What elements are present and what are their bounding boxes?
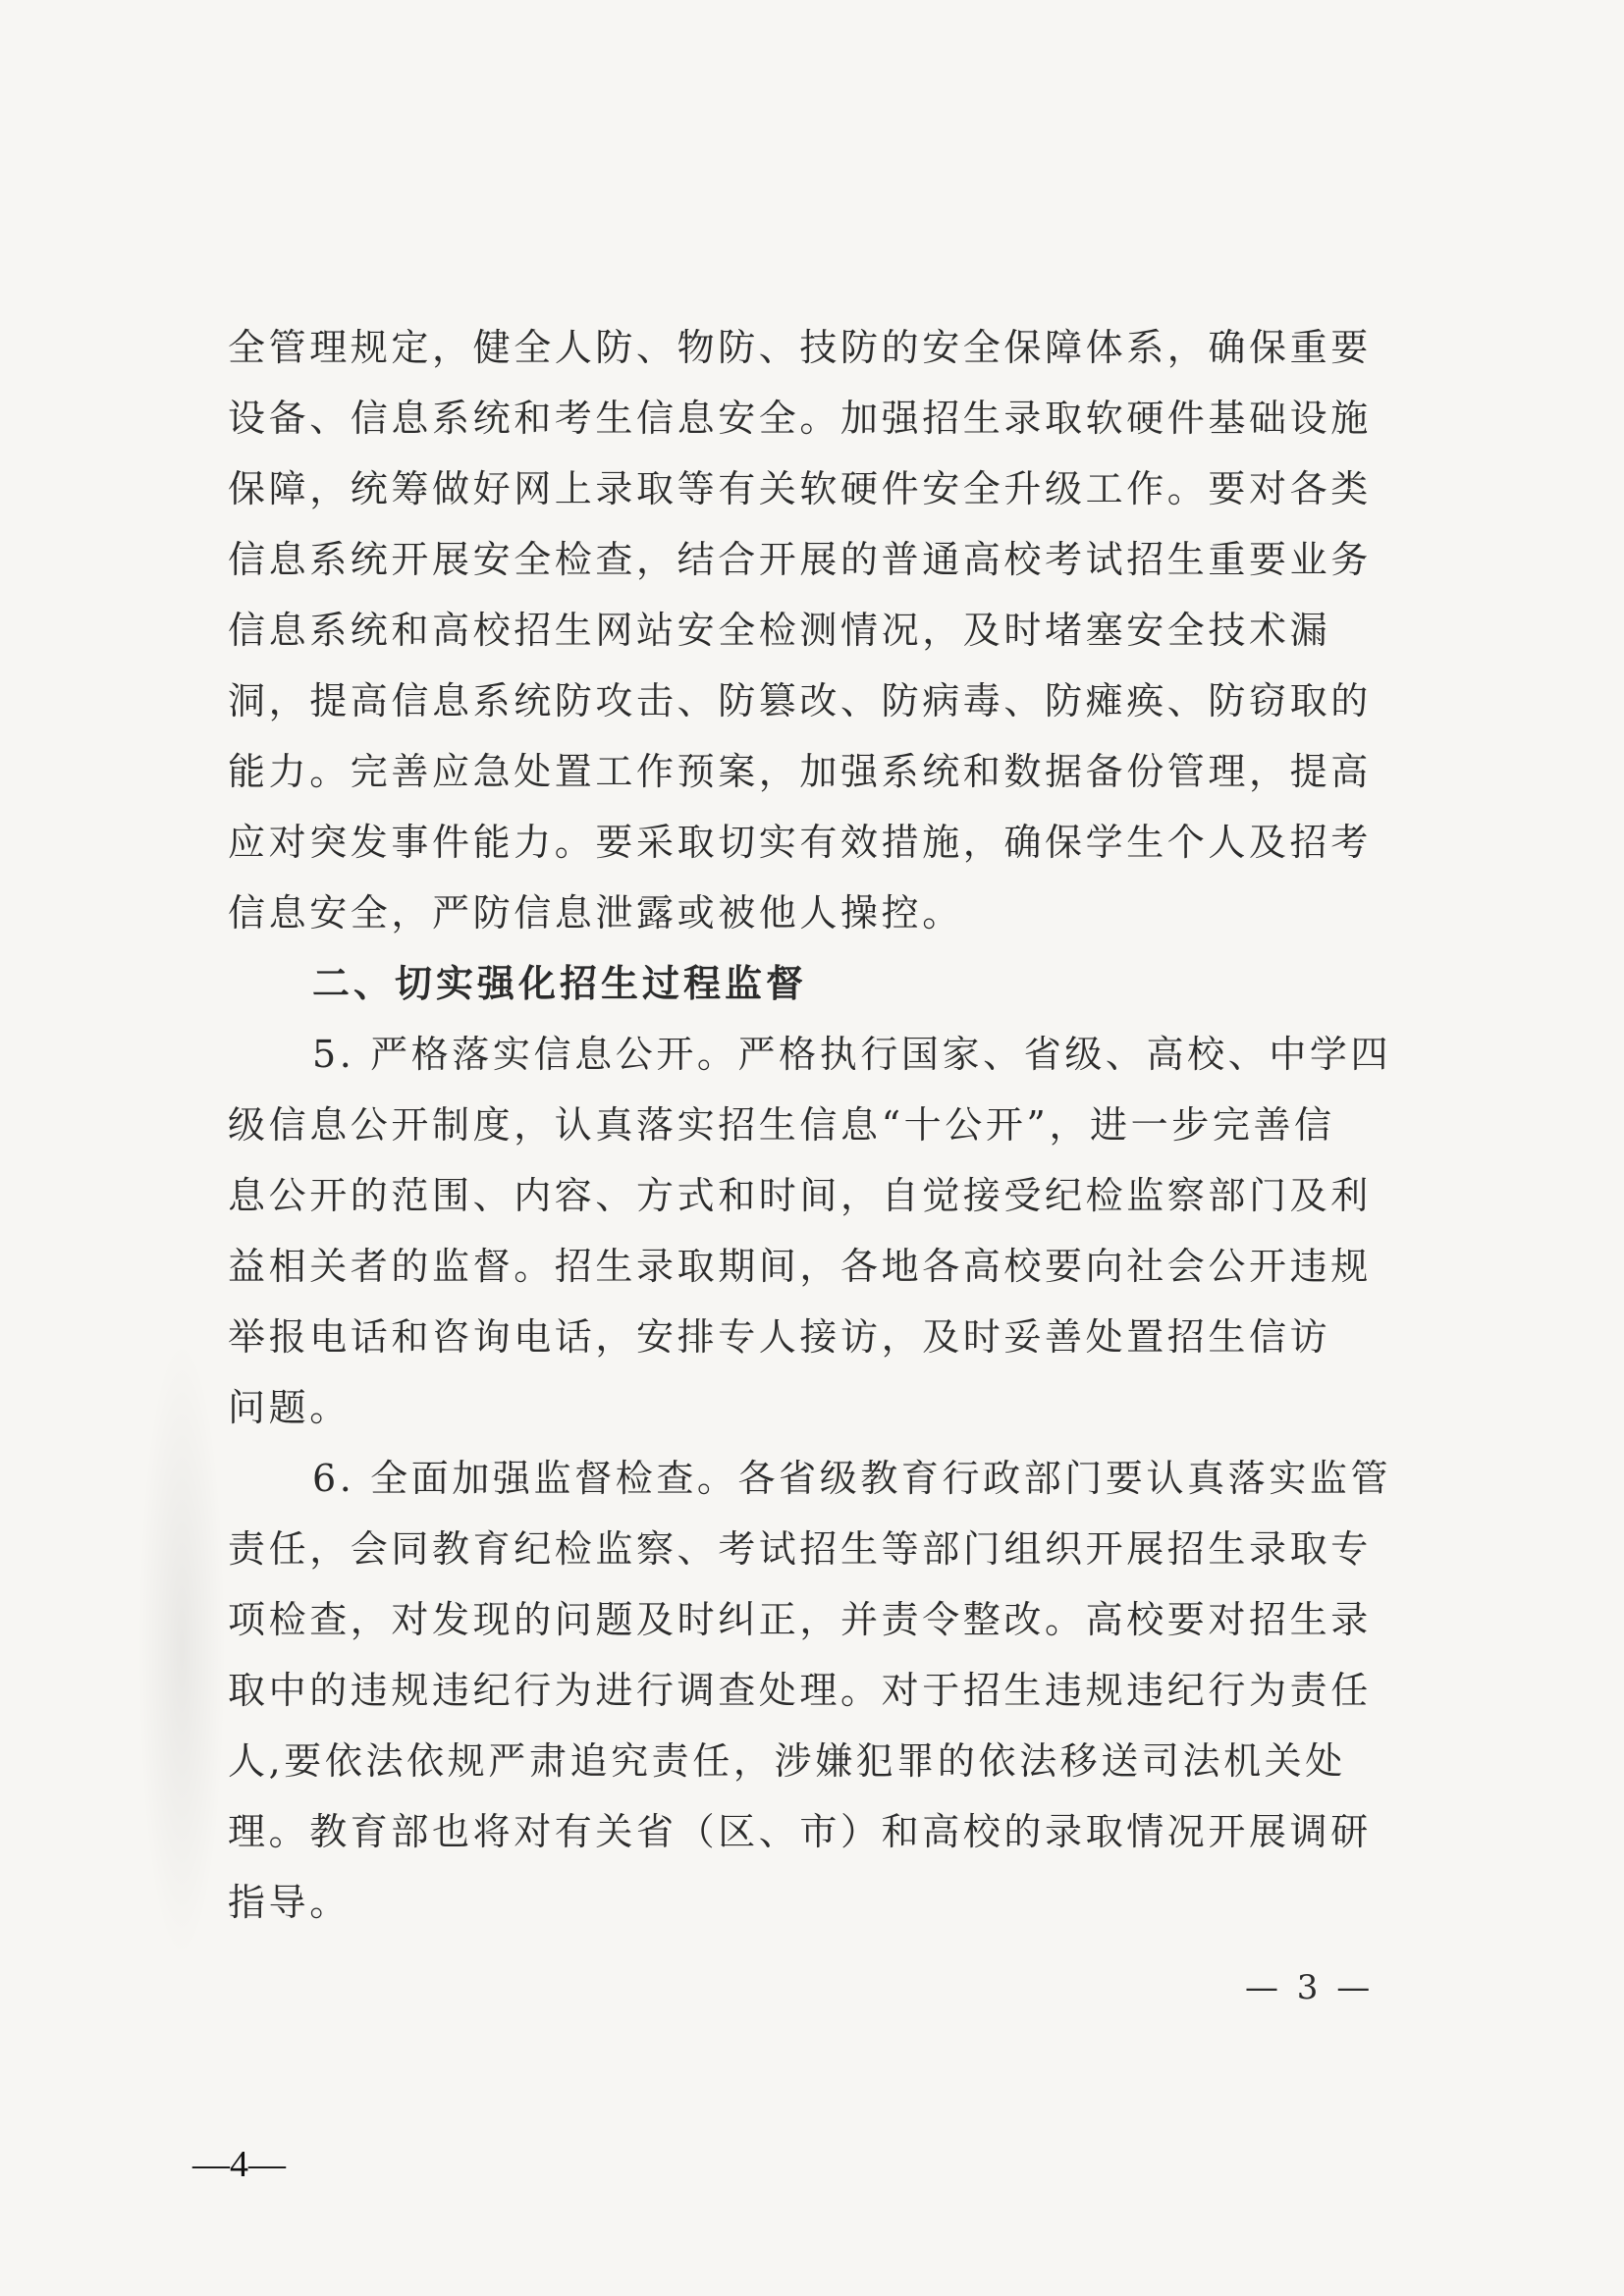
paragraph-5-line: 息公开的范围、内容、方式和时间，自觉接受纪检监察部门及利 bbox=[228, 1174, 1372, 1217]
text-line: 信息安全，严防信息泄露或被他人操控。 bbox=[228, 891, 963, 934]
section-heading: 二、切实强化招生过程监督 bbox=[312, 962, 808, 1005]
paragraph-5-line: 5. 严格落实信息公开。严格执行国家、省级、高校、中学四 bbox=[312, 1033, 1392, 1076]
paragraph-6-line: 指导。 bbox=[228, 1881, 351, 1924]
paragraph-6-line: 项检查，对发现的问题及时纠正，并责令整改。高校要对招生录 bbox=[228, 1598, 1372, 1641]
paragraph-5-line: 举报电话和咨询电话，安排专人接访，及时妥善处置招生信访 bbox=[228, 1315, 1331, 1359]
text-line: 应对突发事件能力。要采取切实有效措施，确保学生个人及招考 bbox=[228, 821, 1372, 864]
text-line: 信息系统开展安全检查，结合开展的普通高校考试招生重要业务 bbox=[228, 538, 1372, 581]
paragraph-6-line: 6. 全面加强监督检查。各省级教育行政部门要认真落实监管 bbox=[312, 1457, 1392, 1500]
text-line: 全管理规定，健全人防、物防、技防的安全保障体系，确保重要 bbox=[228, 326, 1372, 369]
page-number: — 3 — bbox=[1245, 1968, 1375, 2007]
text-line: 设备、信息系统和考生信息安全。加强招生录取软硬件基础设施 bbox=[228, 397, 1372, 440]
paragraph-5-line: 级信息公开制度，认真落实招生信息“十公开”，进一步完善信 bbox=[228, 1103, 1335, 1147]
text-line: 信息系统和高校招生网站安全检测情况，及时堵塞安全技术漏 bbox=[228, 609, 1331, 652]
scan-smudge bbox=[137, 1335, 226, 1963]
paragraph-6-line: 理。教育部也将对有关省（区、市）和高校的录取情况开展调研 bbox=[228, 1810, 1372, 1853]
text-line: 能力。完善应急处置工作预案，加强系统和数据备份管理，提高 bbox=[228, 750, 1372, 793]
text-line: 保障，统筹做好网上录取等有关软硬件安全升级工作。要对各类 bbox=[228, 467, 1372, 510]
paragraph-6-line: 人,要依法依规严肃追究责任，涉嫌犯罪的依法移送司法机关处 bbox=[228, 1739, 1346, 1783]
text-line: 洞，提高信息系统防攻击、防篡改、防病毒、防瘫痪、防窃取的 bbox=[228, 679, 1372, 722]
body-text bbox=[228, 312, 1426, 1938]
paragraph-6-line: 责任，会同教育纪检监察、考试招生等部门组织开展招生录取专 bbox=[228, 1527, 1372, 1571]
paragraph-5-line: 问题。 bbox=[228, 1386, 351, 1429]
paragraph-5-line: 益相关者的监督。招生录取期间，各地各高校要向社会公开违规 bbox=[228, 1245, 1372, 1288]
paragraph-6-line: 取中的违规违纪行为进行调查处理。对于招生违规违纪行为责任 bbox=[228, 1669, 1372, 1712]
outer-page-number: —4— bbox=[192, 2144, 286, 2185]
